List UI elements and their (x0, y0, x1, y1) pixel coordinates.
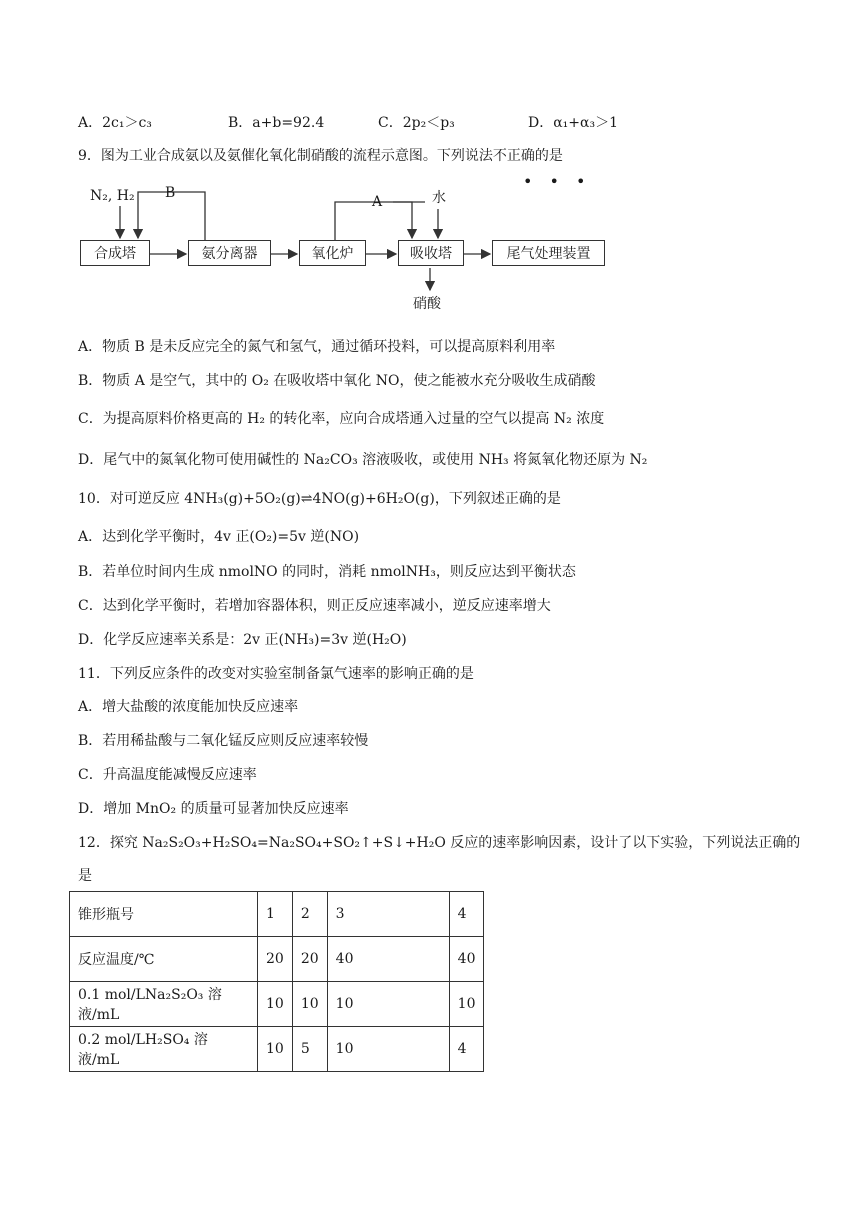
q9-stem: 9．图为工业合成氨以及氨催化氧化制硝酸的流程示意图。下列说法不正确的是 (78, 148, 563, 164)
q8-option-c: C．2p₂＜p₃ (378, 115, 455, 131)
q10-option-b: B．若单位时间内生成 nmolNO 的同时，消耗 nmolNH₃，则反应达到平衡状态 (78, 564, 576, 580)
flow-arrows (0, 0, 860, 320)
experiment-table (69, 891, 484, 1072)
output-nitric-acid-label: 硝酸 (413, 296, 441, 312)
table-cell: 10 (327, 1027, 449, 1072)
table-cell: 20 (258, 937, 293, 982)
table-cell: 4 (449, 1027, 484, 1072)
q10-option-a: A．达到化学平衡时，4v 正(O₂)=5v 逆(NO) (78, 529, 360, 545)
table-cell: 10 (258, 1027, 293, 1072)
absorption-tower-box: 吸收塔 (398, 240, 464, 266)
table-cell: 4 (449, 892, 484, 937)
table-row (70, 982, 484, 1027)
table-cell: 0.1 mol/LNa₂S₂O₃ 溶液/mL (70, 982, 258, 1027)
table-cell: 5 (292, 1027, 327, 1072)
ammonia-separator-box: 氨分离器 (188, 240, 271, 266)
q8-option-d: D．α₁+α₃＞1 (528, 115, 618, 131)
synthesis-tower-box: 合成塔 (80, 240, 150, 266)
q12-stem-line1: 12．探究 Na₂S₂O₃+H₂SO₄=Na₂SO₄+SO₂↑+S↓+H₂O 反应的速率影响因素，设计了以下实验，下列说法正确的 (78, 835, 801, 851)
label-a: A (372, 194, 383, 210)
q9-option-a: A．物质 B 是未反应完全的氮气和氢气，通过循环投料，可以提高原料利用率 (78, 339, 556, 355)
table-row (70, 1027, 484, 1072)
q12-stem-line2: 是 (78, 868, 92, 884)
label-water: 水 (432, 190, 446, 206)
q11-option-d: D．增加 MnO₂ 的质量可显著加快反应速率 (78, 801, 349, 817)
table-cell: 10 (292, 982, 327, 1027)
q10-stem: 10．对可逆反应 4NH₃(g)+5O₂(g)⇌4NO(g)+6H₂O(g)，下列叙述正确的是 (78, 491, 561, 507)
input-n2-h2-label: N₂, H₂ (90, 188, 135, 204)
table-row (70, 937, 484, 982)
table-cell: 反应温度/℃ (70, 937, 258, 982)
table-cell: 20 (292, 937, 327, 982)
oxidation-furnace-box: 氧化炉 (299, 240, 366, 266)
label-b: B (165, 185, 176, 201)
table-cell: 3 (327, 892, 449, 937)
table-cell: 10 (258, 982, 293, 1027)
q8-option-a: A．2c₁＞c₃ (78, 115, 152, 131)
table-row (70, 892, 484, 937)
table-cell: 10 (327, 982, 449, 1027)
q11-option-a: A．增大盐酸的浓度能加快反应速率 (78, 699, 299, 715)
q11-option-c: C．升高温度能减慢反应速率 (78, 767, 257, 783)
table-cell: 40 (449, 937, 484, 982)
table-cell: 锥形瓶号 (70, 892, 258, 937)
q9-option-b: B．物质 A 是空气，其中的 O₂ 在吸收塔中氧化 NO，使之能被水充分吸收生成硝酸 (78, 373, 596, 389)
q8-option-b: B．a+b=92.4 (228, 115, 325, 131)
q11-stem: 11．下列反应条件的改变对实验室制备氯气速率的影响正确的是 (78, 666, 474, 682)
q11-option-b: B．若用稀盐酸与二氧化锰反应则反应速率较慢 (78, 733, 369, 749)
table-cell: 10 (449, 982, 484, 1027)
table-cell: 0.2 mol/LH₂SO₄ 溶液/mL (70, 1027, 258, 1072)
q10-option-d: D．化学反应速率关系是：2v 正(NH₃)=3v 逆(H₂O) (78, 632, 407, 648)
table-cell: 1 (258, 892, 293, 937)
emphasis-dots: • • • (523, 172, 592, 191)
q9-option-c: C．为提高原料价格更高的 H₂ 的转化率，应向合成塔通入过量的空气以提高 N₂ 浓度 (78, 411, 605, 427)
q10-option-c: C．达到化学平衡时，若增加容器体积，则正反应速率减小，逆反应速率增大 (78, 598, 551, 614)
table-cell: 40 (327, 937, 449, 982)
q9-option-d: D．尾气中的氮氧化物可使用碱性的 Na₂CO₃ 溶液吸收，或使用 NH₃ 将氮氧化物还原为 N₂ (78, 452, 648, 468)
tail-gas-treatment-box: 尾气处理装置 (492, 240, 605, 266)
table-cell: 2 (292, 892, 327, 937)
